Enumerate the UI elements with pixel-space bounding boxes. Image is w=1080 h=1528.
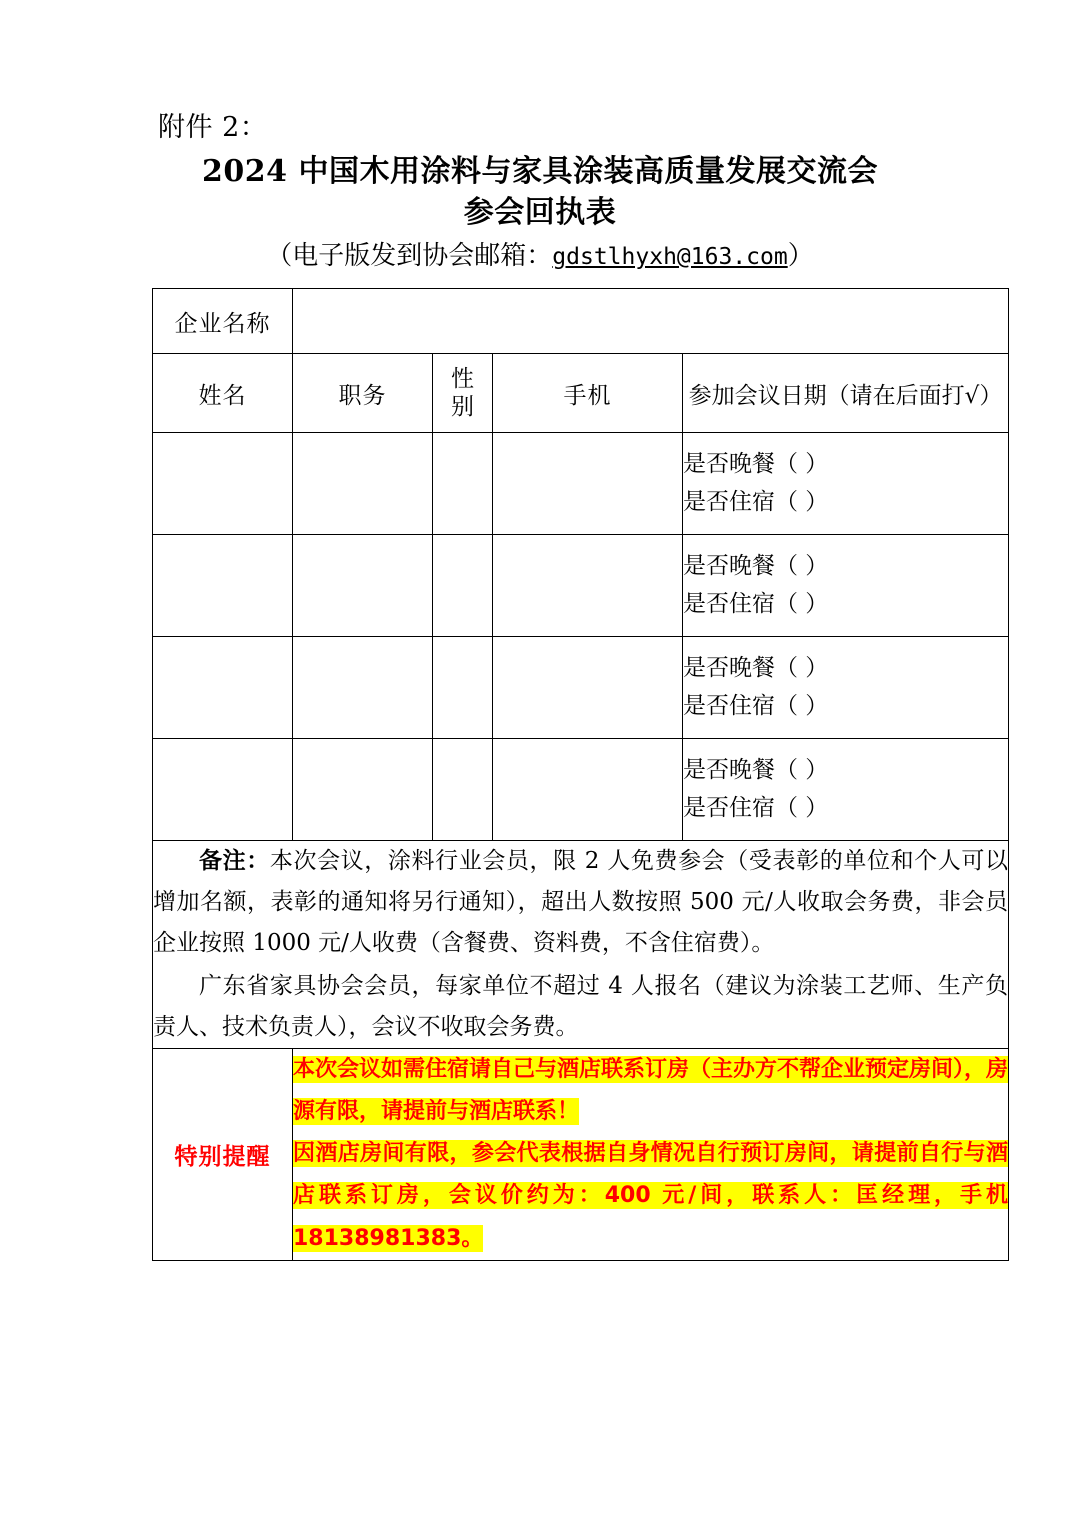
header-gender [433, 354, 493, 433]
cell-meeting-options[interactable] [683, 739, 1009, 841]
table-row [153, 739, 1009, 841]
table-row [153, 637, 1009, 739]
dinner-option[interactable]: 是否晚餐（ ） [683, 757, 829, 784]
special-notice-body [293, 1048, 1009, 1260]
cell-gender[interactable] [433, 637, 493, 739]
company-name-label: 企业名称 [153, 289, 293, 354]
lodging-option[interactable]: 是否住宿（ ） [683, 794, 829, 821]
cell-position[interactable] [293, 739, 433, 841]
lodging-option[interactable]: 是否住宿（ ） [683, 692, 829, 719]
remarks-cell [153, 841, 1009, 1049]
dinner-option[interactable]: 是否晚餐（ ） [683, 553, 829, 580]
cell-name[interactable] [153, 535, 293, 637]
cell-position[interactable] [293, 535, 433, 637]
table-row [153, 433, 1009, 535]
title-line-2: 参会回执表 [463, 194, 617, 230]
registration-form-table [152, 288, 1009, 1261]
cell-gender[interactable] [433, 739, 493, 841]
header-gender-char-2: 别 [451, 394, 474, 420]
cell-phone[interactable] [493, 637, 683, 739]
special-notice-text-1: 本次会议如需住宿请自己与酒店联系订房（主办方不帮企业预定房间），房源有限，请提前与酒店联系！ [293, 1056, 1009, 1124]
association-email-link[interactable]: gdstlhyxh@163.com [552, 244, 788, 270]
email-suffix-text: ） [787, 241, 814, 271]
title-line-1: 2024 中国木用涂料与家具涂装高质量发展交流会 [202, 154, 878, 189]
header-gender-char-1: 性 [451, 365, 474, 392]
cell-meeting-options[interactable] [683, 637, 1009, 739]
cell-gender[interactable] [433, 433, 493, 535]
cell-name[interactable] [153, 433, 293, 535]
company-name-input-cell[interactable] [293, 289, 1009, 354]
table-row [153, 535, 1009, 637]
cell-position[interactable] [293, 433, 433, 535]
email-instruction-line [0, 240, 1080, 274]
remarks-label: 备注： [199, 847, 270, 874]
cell-name[interactable] [153, 739, 293, 841]
lodging-option[interactable]: 是否住宿（ ） [683, 590, 829, 617]
special-notice-paragraph-2 [293, 1133, 1008, 1260]
cell-name[interactable] [153, 637, 293, 739]
cell-phone[interactable] [493, 535, 683, 637]
special-notice-label: 特别提醒 [153, 1048, 293, 1260]
special-notice-row [153, 1048, 1009, 1260]
lodging-option[interactable]: 是否住宿（ ） [683, 488, 829, 515]
dinner-option[interactable]: 是否晚餐（ ） [683, 655, 829, 682]
company-name-row [153, 289, 1009, 354]
special-notice-paragraph-1 [293, 1049, 1008, 1133]
document-title [0, 152, 1080, 233]
table-header-row [153, 354, 1009, 433]
cell-phone[interactable] [493, 433, 683, 535]
header-position: 职务 [293, 354, 433, 433]
remarks-row [153, 841, 1009, 1049]
dinner-option[interactable]: 是否晚餐（ ） [683, 451, 829, 478]
email-prefix-text: （电子版发到协会邮箱： [266, 241, 553, 271]
remarks-text-1: 本次会议，涂料行业会员，限 2 人免费参会（受表彰的单位和个人可以增加名额，表彰的通知将另行通知），超出人数按照 500 元/人收取会务费，非会员企业按照 1000 元/人收费（含餐费、资料费，不含住宿费）。 [153, 848, 1009, 956]
header-phone: 手机 [493, 354, 683, 433]
header-meeting-date: 参加会议日期（请在后面打√） [683, 354, 1009, 433]
remarks-paragraph-1 [153, 841, 1008, 964]
cell-meeting-options[interactable] [683, 535, 1009, 637]
attachment-label: 附件 2： [158, 112, 268, 143]
header-name: 姓名 [153, 354, 293, 433]
cell-gender[interactable] [433, 535, 493, 637]
cell-meeting-options[interactable] [683, 433, 1009, 535]
remarks-paragraph-2: 广东省家具协会会员，每家单位不超过 4 人报名（建议为涂装工艺师、生产负责人、技术负责人），会议不收取会务费。 [153, 972, 1008, 1040]
special-notice-text-2: 因酒店房间有限，参会代表根据自身情况自行预订房间，请提前自行与酒店联系订房，会议价约为：400 元/间，联系人：匡经理，手机18138981383。 [293, 1141, 1008, 1251]
cell-phone[interactable] [493, 739, 683, 841]
cell-position[interactable] [293, 637, 433, 739]
